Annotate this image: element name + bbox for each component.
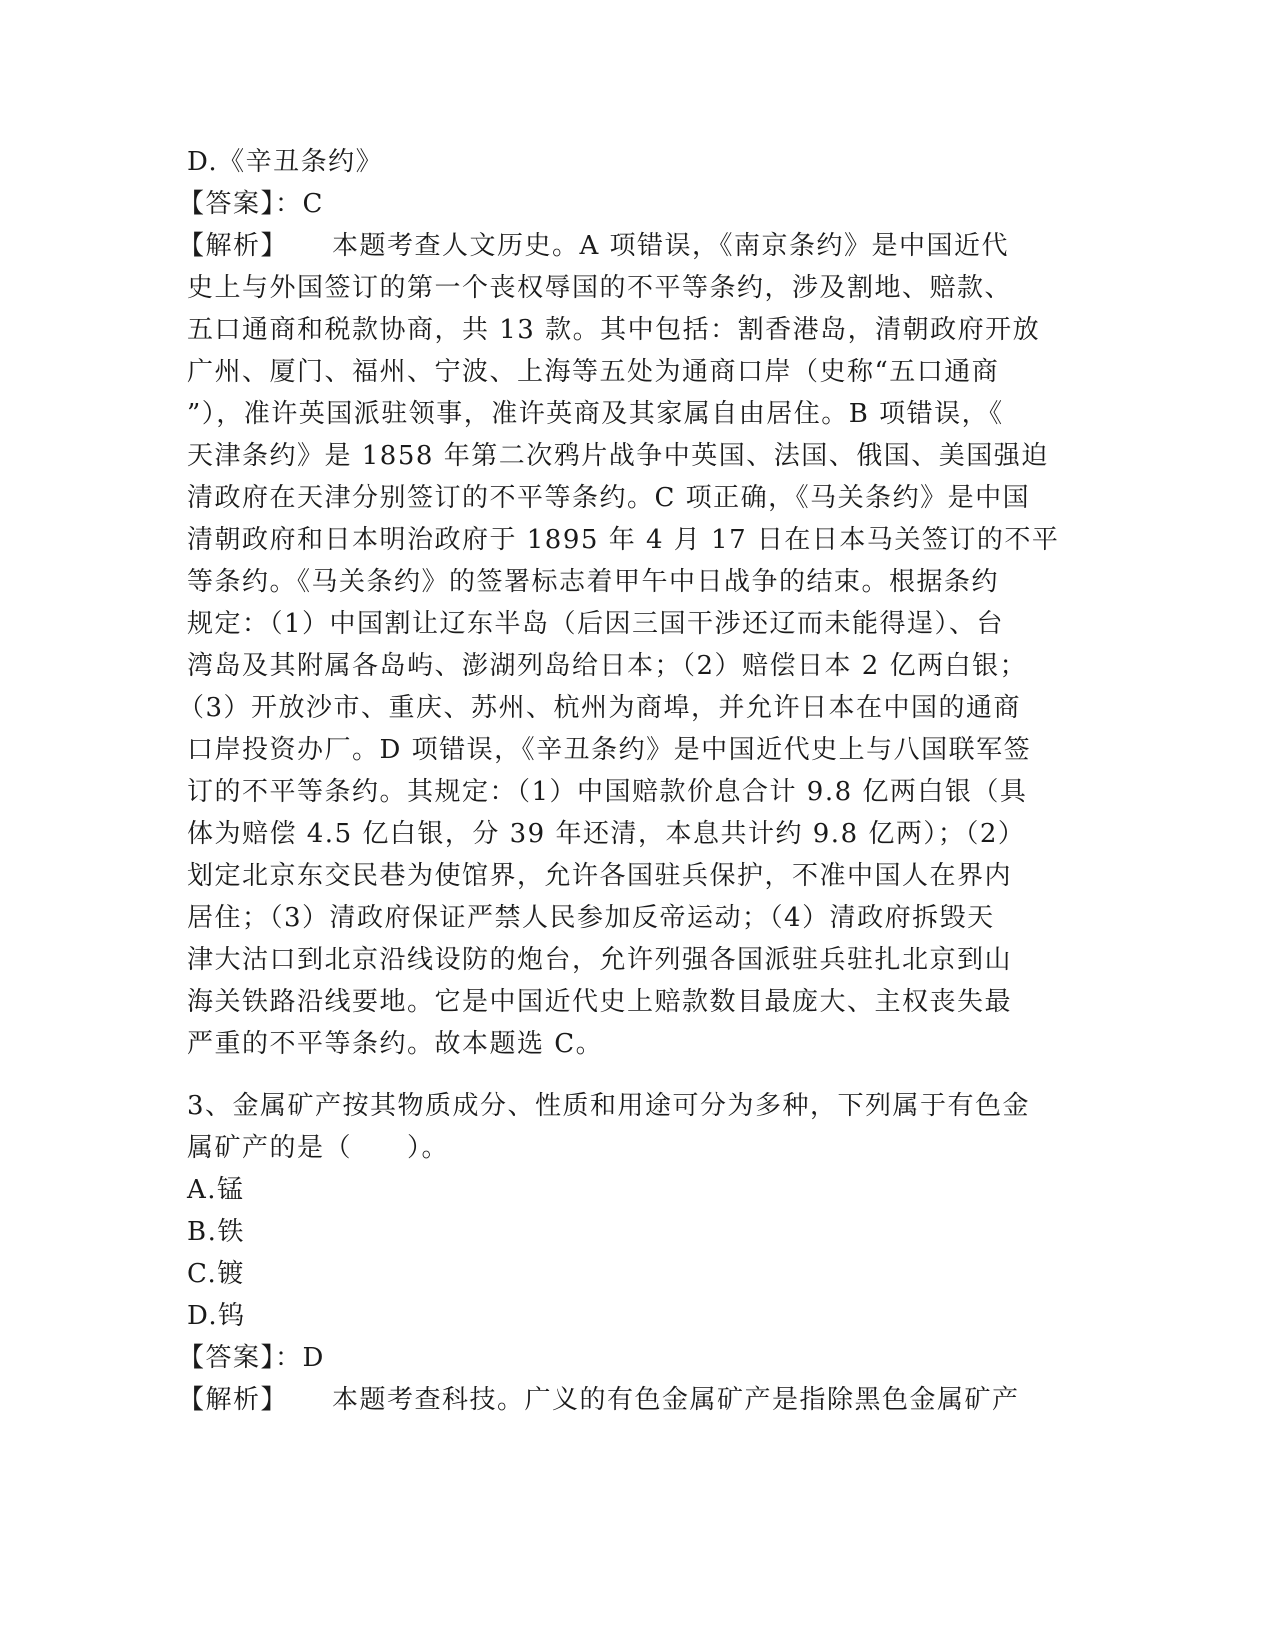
q3-option-b: B.铁 bbox=[187, 1217, 245, 1247]
q3-option-d: D.钨 bbox=[187, 1301, 246, 1331]
analysis-line: 规定：（1）中国割让辽东半岛（后因三国干涉还辽而未能得逞）、台 bbox=[187, 609, 1005, 639]
analysis-text: 本题考查科技。广义的有色金属矿产是指除黑色金属矿产 bbox=[332, 1385, 1020, 1415]
q3-analysis-first-line bbox=[178, 1380, 1020, 1420]
analysis-text: 本题考查人文历史。A 项错误，《南京条约》是中国近代 bbox=[332, 231, 1010, 261]
q3-option-a: A.锰 bbox=[187, 1175, 245, 1205]
analysis-line: ”），准许英国派驻领事，准许英商及其家属自由居住。B 项错误，《 bbox=[187, 399, 1004, 429]
analysis-line: 划定北京东交民巷为使馆界，允许各国驻兵保护，不准中国人在界内 bbox=[187, 861, 1013, 891]
q2-analysis-first-line bbox=[178, 226, 1009, 266]
q3-answer bbox=[178, 1338, 325, 1378]
q2-option-d: D.《辛丑条约》 bbox=[187, 147, 384, 177]
analysis-line: （3）开放沙市、重庆、苏州、杭州为商埠，并允许日本在中国的通商 bbox=[178, 693, 1022, 723]
analysis-label: 【解析】 bbox=[178, 231, 289, 261]
analysis-line: 严重的不平等条约。故本题选 C。 bbox=[187, 1029, 604, 1059]
analysis-line: 海关铁路沿线要地。它是中国近代史上赔款数目最庞大、主权丧失最 bbox=[187, 987, 1013, 1017]
q3-option-c: C.镀 bbox=[187, 1259, 245, 1289]
analysis-line: 订的不平等条约。其规定：（1）中国赔款价息合计 9.8 亿两白银（具 bbox=[187, 777, 1028, 807]
answer-label: 【答案】 bbox=[178, 1343, 276, 1373]
analysis-line: 体为赔偿 4.5 亿白银，分 39 年还清，本息共计约 9.8 亿两）；（2） bbox=[187, 819, 1026, 849]
analysis-line: 广州、厦门、福州、宁波、上海等五处为通商口岸（史称“五口通商 bbox=[187, 357, 1000, 387]
analysis-label: 【解析】 bbox=[178, 1385, 289, 1415]
analysis-line: 津大沽口到北京沿线设防的炮台，允许列强各国派驻兵驻扎北京到山 bbox=[187, 945, 1013, 975]
analysis-line: 口岸投资办厂。D 项错误，《辛丑条约》是中国近代史上与八国联军签 bbox=[187, 735, 1032, 765]
q2-answer bbox=[178, 184, 324, 224]
analysis-line: 等条约。《马关条约》的签署标志着甲午中日战争的结束。根据条约 bbox=[187, 567, 1000, 597]
analysis-line: 天津条约》是 1858 年第二次鸦片战争中英国、法国、俄国、美国强迫 bbox=[187, 441, 1049, 471]
q3-question-line-2: 属矿产的是（ ）。 bbox=[187, 1133, 450, 1163]
analysis-line: 史上与外国签订的第一个丧权辱国的不平等条约，涉及割地、赔款、 bbox=[187, 273, 1013, 303]
answer-value: ：D bbox=[275, 1343, 325, 1373]
analysis-line: 五口通商和税款协商，共 13 款。其中包括：割香港岛，清朝政府开放 bbox=[187, 315, 1041, 345]
answer-value: ：C bbox=[275, 189, 324, 219]
analysis-line: 清朝政府和日本明治政府于 1895 年 4 月 17 日在日本马关签订的不平 bbox=[187, 525, 1060, 555]
analysis-line: 清政府在天津分别签订的不平等条约。C 项正确，《马关条约》是中国 bbox=[187, 483, 1031, 513]
answer-label: 【答案】 bbox=[178, 189, 276, 219]
analysis-line: 湾岛及其附属各岛屿、澎湖列岛给日本；（2）赔偿日本 2 亿两白银； bbox=[187, 651, 1028, 681]
analysis-line: 居住；（3）清政府保证严禁人民参加反帝运动；（4）清政府拆毁天 bbox=[187, 903, 995, 933]
q3-question-line-1: 3、金属矿产按其物质成分、性质和用途可分为多种，下列属于有色金 bbox=[187, 1091, 1031, 1121]
